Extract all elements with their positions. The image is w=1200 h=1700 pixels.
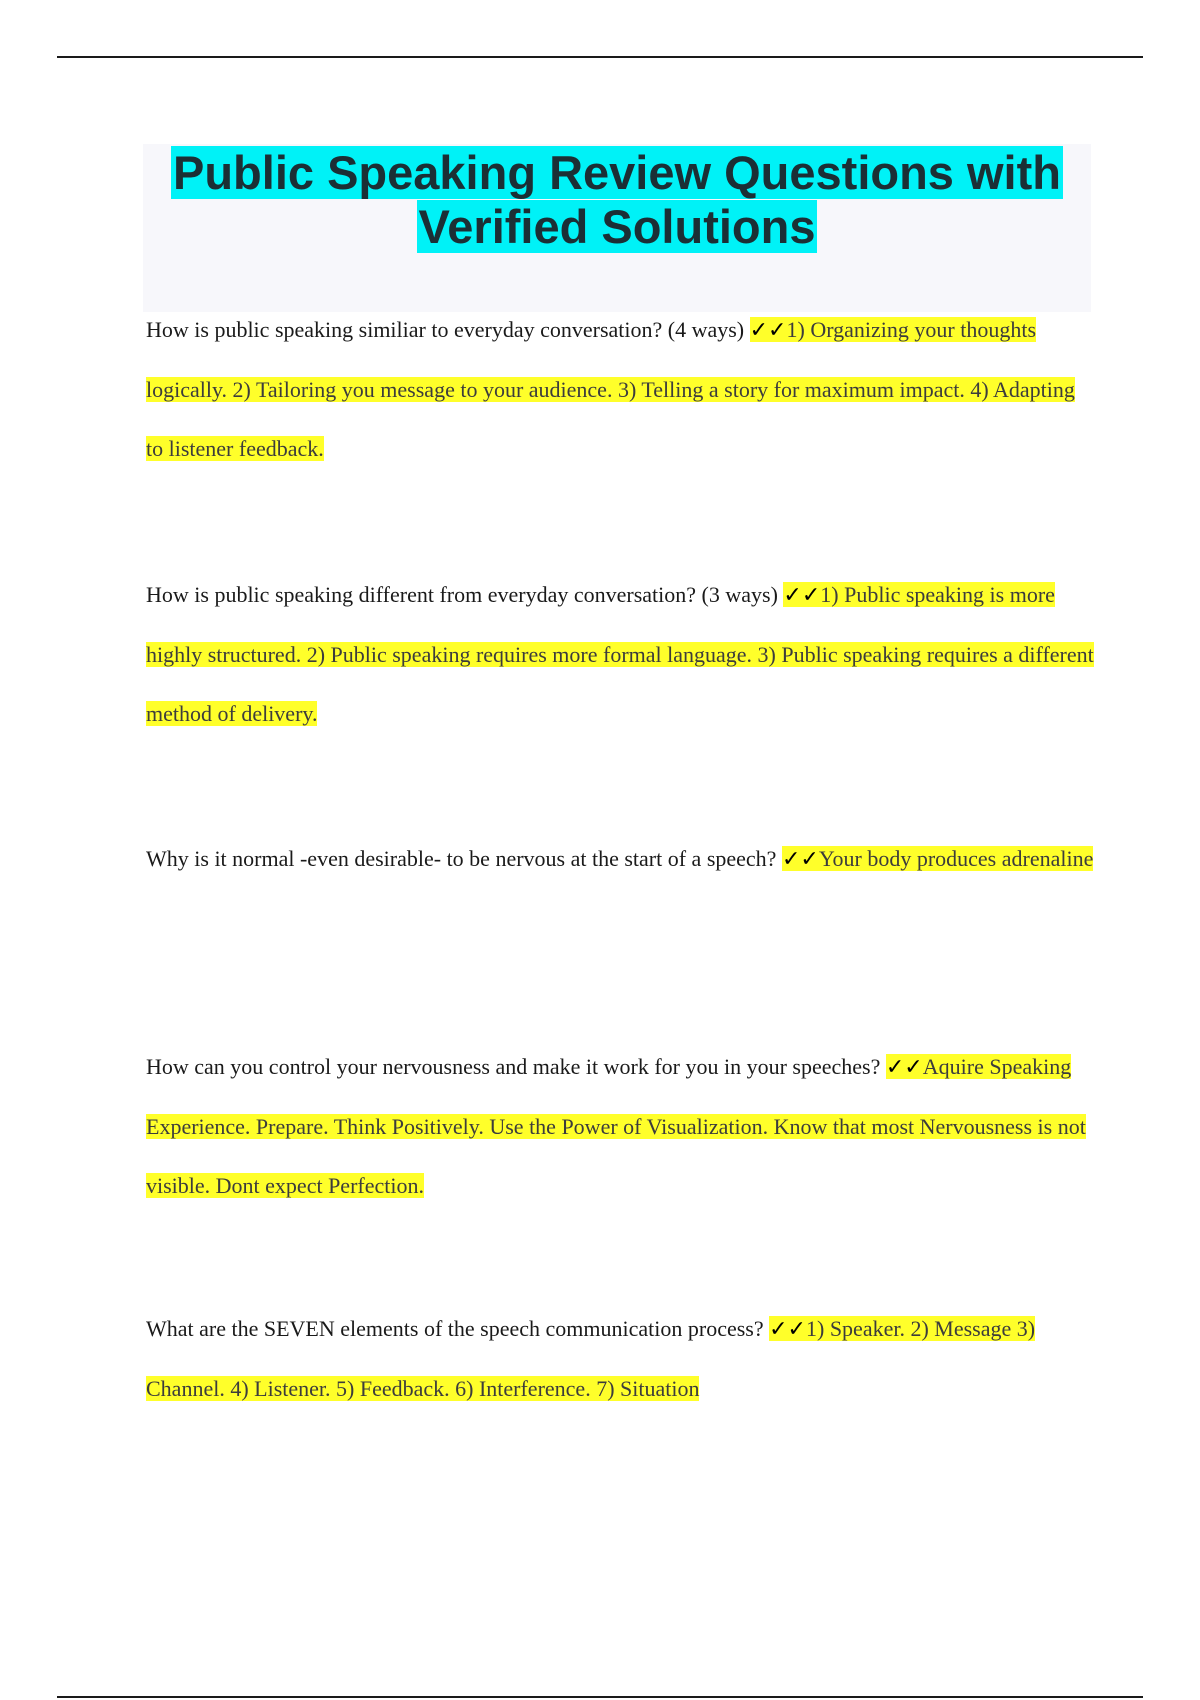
question-text: Why is it normal -even desirable- to be nervous at the start of a speech? bbox=[146, 846, 777, 871]
bottom-rule bbox=[57, 1696, 1143, 1698]
qa-item-2 bbox=[146, 565, 1094, 743]
double-check-icon: ✓✓ bbox=[885, 1055, 923, 1080]
title-line-1: Public Speaking Review Questions with bbox=[173, 146, 1061, 199]
qa-item-5 bbox=[146, 1299, 1094, 1418]
answer-text: 1) Organizing your thoughts logically. 2) Tailoring you message to your audience. 3) Telling a story for maximum impact. 4) Adapting to listener feedback. bbox=[146, 317, 1075, 461]
qa-item-3 bbox=[146, 829, 1094, 889]
double-check-icon: ✓✓ bbox=[781, 847, 819, 872]
question-text: How is public speaking similiar to everyday conversation? (4 ways) bbox=[146, 317, 745, 342]
answer-highlight bbox=[782, 846, 1093, 871]
question-text: How can you control your nervousness and make it work for you in your speeches? bbox=[146, 1054, 881, 1079]
double-check-icon: ✓✓ bbox=[749, 318, 787, 343]
title-panel bbox=[143, 144, 1091, 312]
qa-item-1 bbox=[146, 300, 1094, 478]
top-rule bbox=[57, 56, 1143, 58]
double-check-icon: ✓✓ bbox=[783, 583, 821, 608]
question-text: What are the SEVEN elements of the speech communication process? bbox=[146, 1316, 764, 1341]
answer-text: Your body produces adrenaline bbox=[818, 846, 1094, 871]
double-check-icon: ✓✓ bbox=[769, 1317, 806, 1342]
answer-text: Aquire Speaking Experience. Prepare. Think Positively. Use the Power of Visualization. Know that most Nervousness is not visible. Dont expect Perfection. bbox=[146, 1054, 1086, 1198]
qa-item-4 bbox=[146, 1037, 1094, 1215]
page-title bbox=[143, 144, 1091, 254]
title-line-2: Verified Solutions bbox=[418, 200, 816, 253]
question-text: How is public speaking different from everyday conversation? (3 ways) bbox=[146, 582, 778, 607]
answer-text: 1) Public speaking is more highly structured. 2) Public speaking requires more formal language. 3) Public speaking requires a different method of delivery. bbox=[146, 582, 1094, 726]
answer-text: 1) Speaker. 2) Message 3) Channel. 4) Listener. 5) Feedback. 6) Interference. 7) Situation bbox=[146, 1316, 1036, 1401]
